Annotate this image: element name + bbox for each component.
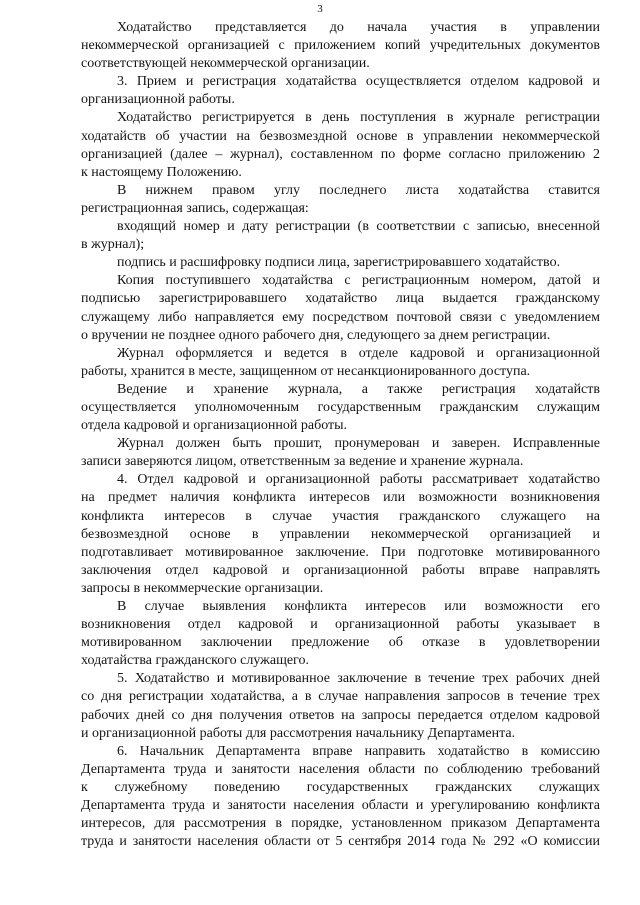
text-line: отдела кадровой и организационной работы.: [81, 418, 348, 434]
paragraph: [81, 73, 600, 109]
paragraph: [81, 272, 600, 344]
text-line: В случае выявления конфликта интересов или возможности его: [117, 599, 600, 614]
text-line: безвозмездной основе в управлении некоммерческой организацией и: [81, 526, 600, 542]
text-line: некоммерческой организацией с приложением копий учредительных документов: [81, 38, 600, 54]
text-line: 3. Прием и регистрация ходатайства осуществляется отделом кадровой и: [117, 74, 600, 90]
text-line: организационной работы.: [81, 92, 235, 108]
text-line: Ведение и хранение журнала, а также регистрация ходатайств: [117, 381, 600, 397]
text-line: служащему либо направляется ему посредством почтовой связи с уведомлением: [81, 309, 600, 325]
paragraph: [81, 182, 600, 218]
paragraph: [81, 109, 600, 181]
text-line: запросы в некоммерческие организации.: [81, 580, 324, 596]
text-line: рабочих дней со дня получения ответов на запросы передается отделом кадровой: [81, 707, 600, 723]
paragraph: [81, 381, 600, 435]
text-line: входящий номер и дату регистрации (в соответствии с записью, внесенной: [117, 219, 600, 235]
text-line: возникновения отдел кадровой и организационной работы указывает в: [81, 617, 600, 633]
text-line: ходатайства гражданского служащего.: [81, 653, 309, 669]
paragraph: [81, 670, 600, 742]
paragraph: [81, 345, 600, 381]
text-line: и организационной работы для рассмотрения начальнику Департамента.: [81, 725, 516, 741]
text-line: Журнал должен быть прошит, пронумерован и заверен. Исправленные: [117, 436, 600, 452]
text-line: Ходатайство регистрируется в день поступления в журнале регистрации: [117, 110, 600, 126]
text-line: соответствующей некоммерческой организации.: [81, 56, 370, 72]
page-number: 3: [317, 3, 323, 15]
document-body: [81, 19, 600, 851]
text-line: 4. Отдел кадровой и организационной работы рассматривает ходатайство: [117, 472, 600, 488]
text-line: заключения отдел кадровой и организационной работы вправе направлять: [81, 562, 600, 578]
text-line: Копия поступившего ходатайства с регистрационным номером, датой и: [117, 273, 600, 289]
text-line: к служебному поведению государственных гражданских служащих: [81, 779, 600, 795]
text-line: конфликта интересов в случае участия гражданского служащего на: [81, 508, 600, 524]
text-line: мотивированном заключении предложение об отказе в удовлетворении: [81, 635, 600, 651]
text-line: Департамента труда и занятости населения области и урегулированию конфликта: [81, 798, 600, 814]
text-line: подписью зарегистрировавшего ходатайство лица выдается гражданскому: [81, 291, 600, 307]
text-line: записи заверяются лицом, ответственным за ведение и хранение журнала.: [81, 454, 524, 470]
text-line: труда и занятости населения области от 5 сентября 2014 года № 292 «О комиссии: [81, 834, 600, 850]
text-line: о вручении не позднее одного рабочего дня, следующего за днем регистрации.: [81, 327, 551, 343]
text-line: подпись и расшифровку подписи лица, зарегистрировавшего ходатайство.: [117, 255, 561, 271]
paragraph: [81, 19, 600, 73]
paragraph: [81, 435, 600, 471]
paragraph: [81, 598, 600, 670]
text-line: в журнал);: [81, 237, 145, 253]
text-line: Департамента труда и занятости населения области по соблюдению требований: [81, 761, 600, 777]
text-line: 5. Ходатайство и мотивированное заключение в течение трех рабочих дней: [117, 671, 600, 687]
text-line: интересов, для рассмотрения в порядке, установленном приказом Департамента: [81, 816, 600, 832]
text-line: ходатайств об участии на безвозмездной основе в управлении некоммерческой: [81, 128, 600, 144]
text-line: организацией (далее – журнал), составленном по форме согласно приложению 2: [81, 146, 600, 162]
text-line: на предмет наличия конфликта интересов или возможности возникновения: [81, 490, 600, 506]
text-line: 6. Начальник Департамента вправе направить ходатайство в комиссию: [117, 743, 600, 759]
text-line: подготавливает мотивированное заключение. При подготовке мотивированного: [81, 544, 600, 560]
text-line: Ходатайство представляется до начала участия в управлении: [117, 20, 600, 35]
paragraph: [81, 254, 600, 272]
text-line: Журнал оформляется и ведется в отделе кадровой и организационной: [117, 345, 600, 361]
text-line: В нижнем правом углу последнего листа ходатайства ставится: [117, 182, 600, 198]
text-line: работы, хранится в месте, защищенном от несанкционированного доступа.: [81, 363, 531, 379]
text-line: к настоящему Положению.: [81, 164, 242, 180]
paragraph: [81, 218, 600, 254]
text-line: со дня регистрации ходатайства, а в случае направления запросов в течение трех: [81, 689, 600, 705]
paragraph: [81, 471, 600, 598]
text-line: осуществляется уполномоченным государственным гражданским служащим: [81, 399, 600, 415]
paragraph: [81, 743, 600, 852]
text-line: регистрационная запись, содержащая:: [81, 200, 309, 216]
